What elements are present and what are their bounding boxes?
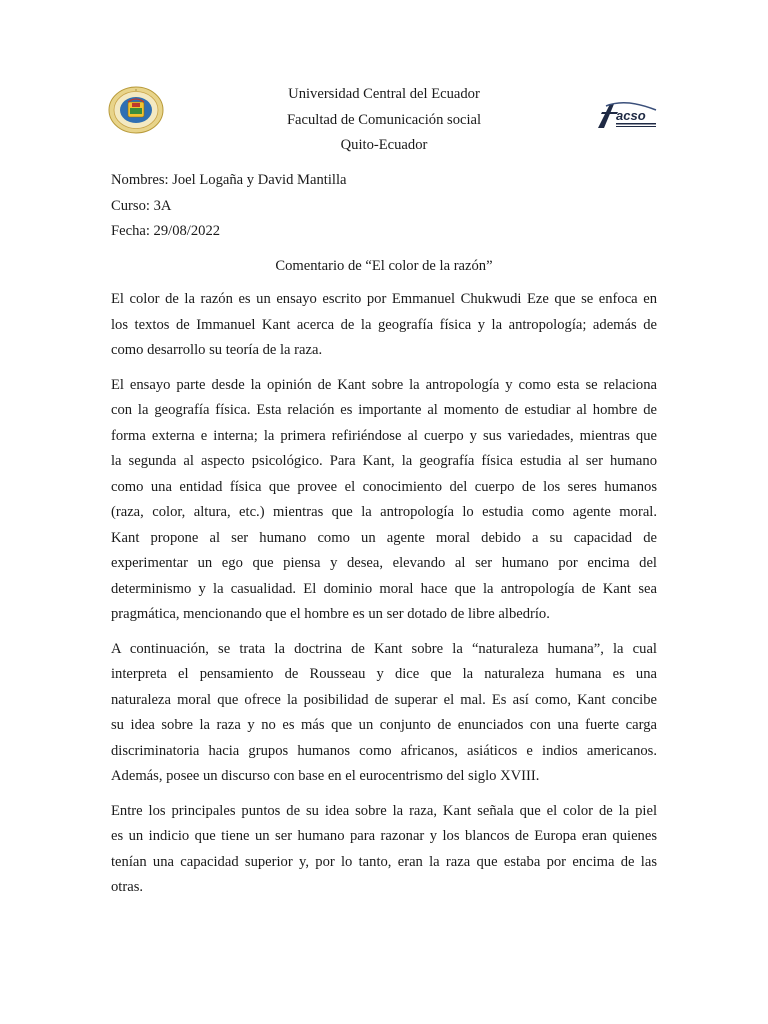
date-line: Fecha: 29/08/2022 <box>111 223 221 239</box>
text-line: otras. <box>111 879 144 895</box>
facso-logo <box>596 100 660 132</box>
text-line: discriminatoria hacia grupos humanos como africanos, asiáticos e indios americanos. <box>111 742 657 759</box>
university-seal-logo <box>108 86 164 134</box>
svg-text:acso: acso <box>616 108 646 123</box>
text-line: los textos de Immanuel Kant acerca de la geografía física y la antropología; además de <box>111 316 657 333</box>
course-line: Curso: 3A <box>111 197 172 214</box>
text-line: interpreta el pensamiento de Rousseau y dice que la naturaleza humana es una <box>111 666 657 682</box>
paragraph <box>111 799 657 901</box>
text-line: como una entidad física que provee el conocimiento del cuerpo de los seres humanos <box>111 478 657 495</box>
document-meta <box>111 168 346 245</box>
document-header <box>200 82 568 159</box>
text-line: determinismo y la casualidad. El dominio moral hace que la antropología de Kant sea <box>111 580 657 597</box>
paragraph <box>111 373 657 628</box>
authors-line: Nombres: Joel Logaña y David Mantilla <box>111 172 347 188</box>
text-line: pragmática, mencionando que el hombre es un ser dotado de libre albedrío. <box>111 606 550 622</box>
faculty-name: Facultad de Comunicación social <box>286 111 482 128</box>
document-title: Comentario de “El color de la razón” <box>275 258 493 274</box>
paragraph <box>111 637 657 790</box>
text-line: A continuación, se trata la doctrina de Kant sobre la “naturaleza humana”, la cual <box>111 640 657 657</box>
text-line: la segunda al aspecto psicológico. Para Kant, la geografía física estudia al ser humano <box>111 453 657 469</box>
text-line: experimentar un ego que piensa y desea, elevando al ser humano por encima del <box>111 555 657 571</box>
university-name: Universidad Central del Ecuador <box>288 86 480 102</box>
text-line: con la geografía física. Esta relación es importante al momento de estudiar al hombre de <box>111 402 657 418</box>
text-line: (raza, color, altura, etc.) mientras que la antropología lo estudia como agente moral. <box>111 504 657 520</box>
text-line: Kant propone al ser humano como un agente moral debido a su capacidad de <box>111 529 657 546</box>
paragraph <box>111 287 657 364</box>
text-line: es un indicio que tiene un ser humano para razonar y los blancos de Europa eran quienes <box>111 828 657 844</box>
text-line: Entre los principales puntos de su idea sobre la raza, Kant señala que el color de la piel <box>111 802 657 819</box>
text-line: como desarrollo su teoría de la raza. <box>111 342 323 358</box>
text-line: su idea sobre la raza y no es más que un conjunto de enunciados con una fuerte carga <box>111 717 657 733</box>
document-body <box>111 287 657 910</box>
text-line: forma externa e interna; la primera refiriéndose al cuerpo y sus variedades, mientras que <box>111 427 657 444</box>
text-line: naturaleza moral que ofrece la posibilidad de superar el mal. Es así como, Kant concibe <box>111 691 657 708</box>
text-line: El color de la razón es un ensayo escrito por Emmanuel Chukwudi Eze que se enfoca en <box>111 291 657 307</box>
text-line: El ensayo parte desde la opinión de Kant sobre la antropología y como esta se relaciona <box>111 376 657 393</box>
text-line: tenían una capacidad superior y, por lo tanto, eran la raza que estaba por encima de las <box>111 853 657 870</box>
city-name: Quito-Ecuador <box>340 137 428 153</box>
text-line: Además, posee un discurso con base en el eurocentrismo del siglo XVIII. <box>111 768 540 784</box>
